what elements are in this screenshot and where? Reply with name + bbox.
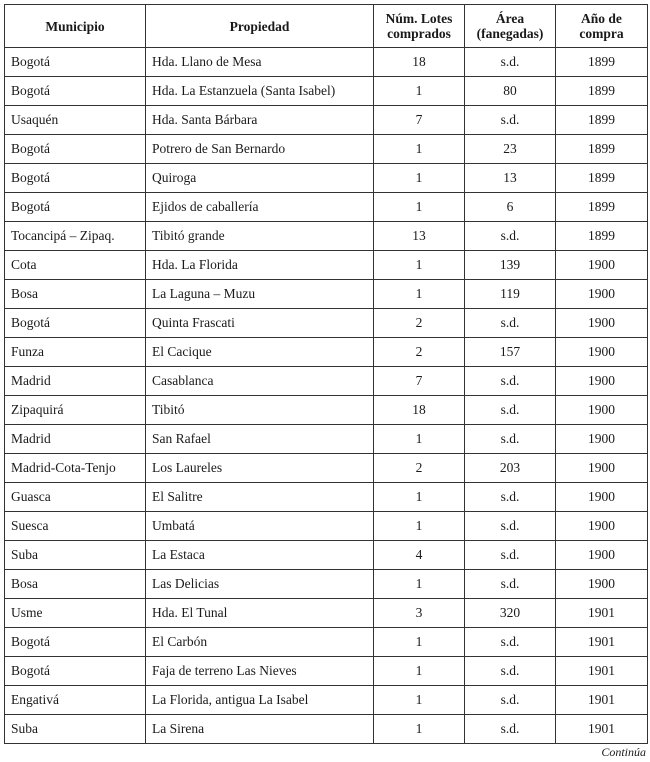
cell-propiedad: Hda. Santa Bárbara [146,106,374,135]
cell-propiedad: Quiroga [146,164,374,193]
cell-area: 157 [465,338,556,367]
cell-propiedad: La Estaca [146,541,374,570]
cell-municipio: Bogotá [5,628,146,657]
cell-anio: 1900 [556,280,648,309]
cell-propiedad: El Carbón [146,628,374,657]
cell-area: 203 [465,454,556,483]
cell-municipio: Madrid-Cota-Tenjo [5,454,146,483]
cell-area: 13 [465,164,556,193]
cell-lotes: 1 [374,512,465,541]
cell-area: 320 [465,599,556,628]
cell-anio: 1899 [556,106,648,135]
cell-area: s.d. [465,628,556,657]
table-row [5,628,648,657]
land-purchases-table [4,4,648,744]
table-row [5,251,648,280]
table-row [5,338,648,367]
cell-municipio: Tocancipá – Zipaq. [5,222,146,251]
table-row [5,164,648,193]
cell-municipio: Bogotá [5,77,146,106]
cell-anio: 1900 [556,541,648,570]
cell-lotes: 2 [374,338,465,367]
cell-propiedad: La Florida, antigua La Isabel [146,686,374,715]
cell-anio: 1899 [556,48,648,77]
cell-lotes: 1 [374,164,465,193]
header-lotes: Núm. Lotes comprados [374,5,465,48]
table-row [5,309,648,338]
cell-propiedad: El Cacique [146,338,374,367]
table-row [5,396,648,425]
cell-anio: 1901 [556,715,648,744]
cell-lotes: 1 [374,280,465,309]
cell-lotes: 1 [374,135,465,164]
cell-anio: 1900 [556,483,648,512]
cell-area: s.d. [465,483,556,512]
cell-area: s.d. [465,512,556,541]
cell-area: s.d. [465,715,556,744]
cell-propiedad: Casablanca [146,367,374,396]
cell-anio: 1900 [556,309,648,338]
table-body [5,48,648,744]
cell-lotes: 1 [374,425,465,454]
table-row [5,512,648,541]
table-row [5,570,648,599]
cell-propiedad: Hda. Llano de Mesa [146,48,374,77]
cell-area: s.d. [465,48,556,77]
cell-municipio: Madrid [5,367,146,396]
table-row [5,715,648,744]
cell-propiedad: San Rafael [146,425,374,454]
cell-municipio: Usaquén [5,106,146,135]
table-row [5,454,648,483]
cell-area: s.d. [465,657,556,686]
cell-area: 6 [465,193,556,222]
cell-anio: 1899 [556,222,648,251]
cell-lotes: 1 [374,251,465,280]
table-row [5,48,648,77]
table-row [5,541,648,570]
cell-municipio: Bogotá [5,48,146,77]
continues-note: Continúa [601,745,646,759]
cell-propiedad: La Laguna – Muzu [146,280,374,309]
table-row [5,367,648,396]
header-municipio: Municipio [5,5,146,48]
cell-area: s.d. [465,686,556,715]
table-row [5,77,648,106]
cell-propiedad: Hda. La Estanzuela (Santa Isabel) [146,77,374,106]
cell-propiedad: El Salitre [146,483,374,512]
cell-municipio: Suba [5,541,146,570]
cell-area: 23 [465,135,556,164]
cell-propiedad: Quinta Frascati [146,309,374,338]
cell-area: s.d. [465,106,556,135]
cell-municipio: Bogotá [5,135,146,164]
cell-area: 119 [465,280,556,309]
cell-area: s.d. [465,541,556,570]
cell-anio: 1899 [556,77,648,106]
cell-lotes: 18 [374,396,465,425]
cell-municipio: Bogotá [5,309,146,338]
cell-lotes: 1 [374,686,465,715]
table-row [5,425,648,454]
table-row [5,657,648,686]
cell-lotes: 18 [374,48,465,77]
cell-municipio: Guasca [5,483,146,512]
cell-anio: 1899 [556,164,648,193]
cell-propiedad: Potrero de San Bernardo [146,135,374,164]
cell-area: s.d. [465,222,556,251]
cell-area: 139 [465,251,556,280]
cell-municipio: Bosa [5,570,146,599]
cell-lotes: 1 [374,657,465,686]
cell-municipio: Usme [5,599,146,628]
table-header [5,5,648,48]
table-row [5,222,648,251]
cell-municipio: Madrid [5,425,146,454]
table-row [5,686,648,715]
table-row [5,135,648,164]
cell-anio: 1901 [556,599,648,628]
cell-area: 80 [465,77,556,106]
cell-municipio: Cota [5,251,146,280]
cell-anio: 1900 [556,570,648,599]
cell-anio: 1901 [556,628,648,657]
cell-lotes: 3 [374,599,465,628]
cell-municipio: Zipaquirá [5,396,146,425]
cell-propiedad: Umbatá [146,512,374,541]
cell-propiedad: Tibitó [146,396,374,425]
cell-municipio: Suba [5,715,146,744]
cell-lotes: 7 [374,106,465,135]
cell-lotes: 2 [374,309,465,338]
cell-propiedad: Faja de terreno Las Nieves [146,657,374,686]
cell-propiedad: La Sirena [146,715,374,744]
cell-area: s.d. [465,425,556,454]
cell-anio: 1900 [556,251,648,280]
cell-area: s.d. [465,396,556,425]
cell-anio: 1900 [556,454,648,483]
header-row [5,5,648,48]
cell-municipio: Bogotá [5,164,146,193]
cell-lotes: 1 [374,193,465,222]
cell-municipio: Bosa [5,280,146,309]
cell-lotes: 13 [374,222,465,251]
table-row [5,106,648,135]
cell-lotes: 1 [374,715,465,744]
cell-lotes: 2 [374,454,465,483]
cell-anio: 1900 [556,396,648,425]
cell-anio: 1899 [556,193,648,222]
cell-anio: 1900 [556,512,648,541]
cell-area: s.d. [465,309,556,338]
cell-propiedad: Tibitó grande [146,222,374,251]
cell-propiedad: Hda. El Tunal [146,599,374,628]
table-row [5,599,648,628]
header-propiedad: Propiedad [146,5,374,48]
cell-propiedad: Las Delicias [146,570,374,599]
cell-anio: 1900 [556,367,648,396]
header-anio: Año de compra [556,5,648,48]
table-row [5,280,648,309]
header-area: Área (fanegadas) [465,5,556,48]
cell-municipio: Engativá [5,686,146,715]
table-row [5,483,648,512]
cell-lotes: 1 [374,483,465,512]
cell-propiedad: Ejidos de caballería [146,193,374,222]
cell-anio: 1900 [556,425,648,454]
cell-municipio: Bogotá [5,193,146,222]
cell-municipio: Bogotá [5,657,146,686]
cell-anio: 1899 [556,135,648,164]
cell-municipio: Funza [5,338,146,367]
cell-lotes: 4 [374,541,465,570]
cell-lotes: 7 [374,367,465,396]
cell-area: s.d. [465,367,556,396]
table-row [5,193,648,222]
cell-area: s.d. [465,570,556,599]
cell-lotes: 1 [374,628,465,657]
cell-propiedad: Los Laureles [146,454,374,483]
cell-municipio: Suesca [5,512,146,541]
cell-lotes: 1 [374,570,465,599]
cell-anio: 1901 [556,686,648,715]
cell-propiedad: Hda. La Florida [146,251,374,280]
cell-anio: 1901 [556,657,648,686]
cell-lotes: 1 [374,77,465,106]
cell-anio: 1900 [556,338,648,367]
